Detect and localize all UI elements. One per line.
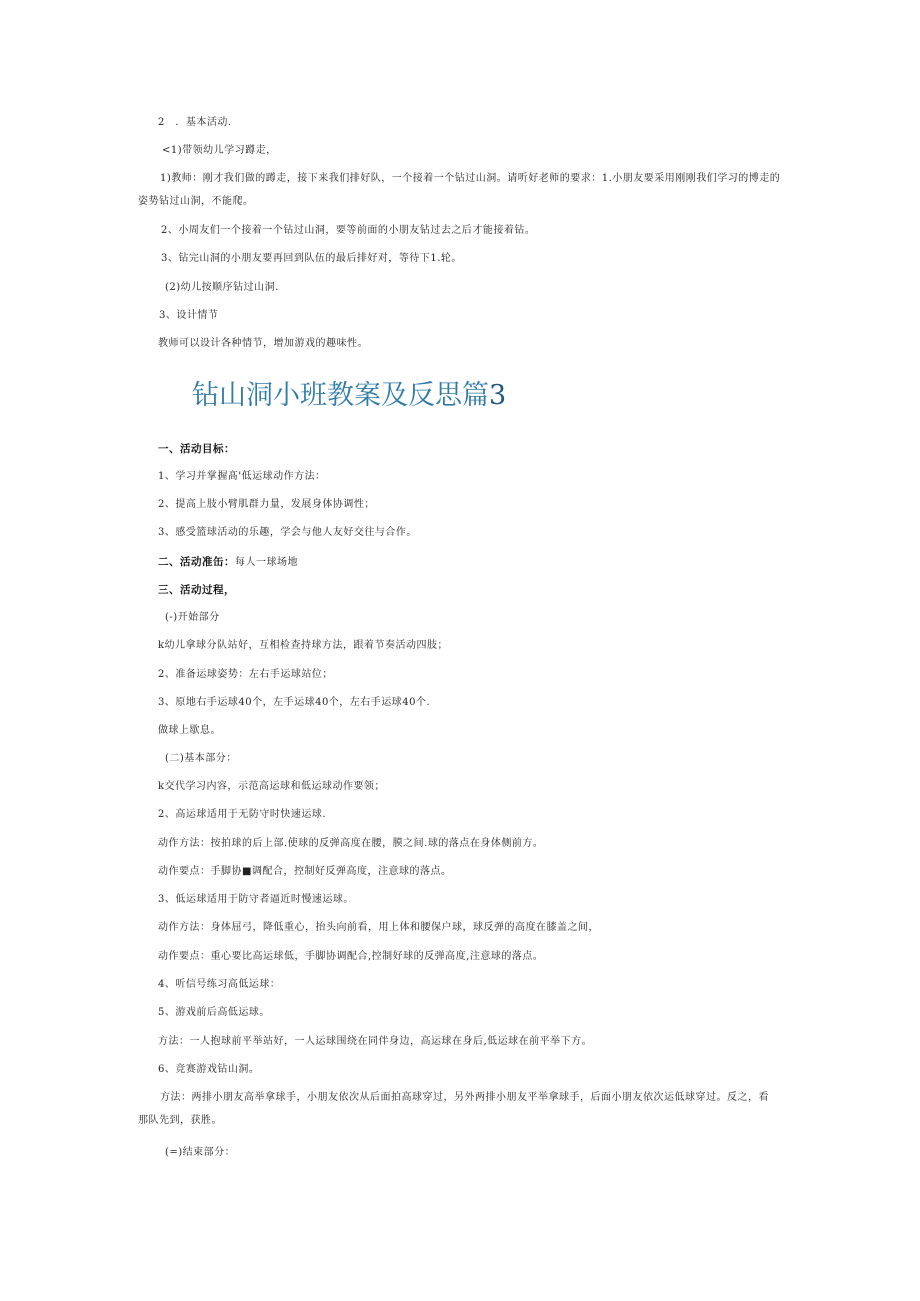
text-line: k交代学习内容，示范高运球和低运球动作要领； <box>158 781 386 792</box>
text-line: (2)幼儿按顺序钻过山洞. <box>165 282 279 293</box>
text-line: 4、听信号练习高低运球： <box>158 979 281 990</box>
text-line: 2 ．基本活动. <box>158 117 232 128</box>
section-heading-process: 三、活动过程， <box>158 584 235 596</box>
text-line: 2、准备运球姿势：左右手运球站位； <box>158 669 333 680</box>
paragraph: 方法：两排小朋友高举拿球手，小朋友依次从后面拍高球穿过，另外两排小朋友平举拿球手，后面小朋友依次运低球穿过。反之，看那队先到，获胜。 <box>138 1092 769 1126</box>
text-line: 3、原地右手运球40个，左手运球40个，左右手运球40个. <box>158 697 431 708</box>
section-heading-goals: 一、活动目标： <box>158 443 235 455</box>
text-line: 动作方法：身体屈弓，降低重心，抬头向前看，用上体和腰保户球，球反弹的高度在膝盖之间， <box>158 922 599 933</box>
title-text: 钻山洞小班教案及反思篇 <box>192 380 489 411</box>
title-number: 3 <box>489 380 507 411</box>
text-line: 做球上歇息。 <box>158 725 221 736</box>
section-heading-prep <box>158 555 298 570</box>
text-line: 动作方法：按拍球的后上部.使球的反弹高度在腰，膜之间.球的落点在身体侧前方。 <box>158 838 544 849</box>
text-line: 2、提高上肢小臂肌群力量，发展身体协调性； <box>158 499 375 510</box>
text-line: 方法：一人抱球前平举站好，一人运球围绕在同伴身边，高运球在身后,低运球在前平举下方。 <box>158 1036 593 1047</box>
text-line: <1)带领幼儿学习蹲走， <box>162 145 277 156</box>
text-line: 动作要点：手脚协■调配合，控制好反弹高度，注意球的落点。 <box>158 866 452 877</box>
text-line: (-)开始部分 <box>165 612 220 623</box>
text-line: (二)基本部分： <box>165 753 237 764</box>
text-line: 教师可以设计各种情节，增加游戏的趣味性。 <box>158 338 368 349</box>
prep-title: 二、活动准缶： <box>158 556 235 568</box>
text-line: k幼儿拿球分队站好，互相检查持球方法，跟着节奏活动四肢； <box>158 640 449 651</box>
text-line: 2、小周友们一个接着一个钻过山洞，要等前面的小朋友钻过去之后才能接着钻。 <box>161 225 536 236</box>
text-line: 3、设计情节 <box>159 310 219 321</box>
text-line: 1、学习并掌握髙'低运球动作方法： <box>158 471 326 482</box>
text-line: (=)结束部分： <box>165 1147 236 1158</box>
text-line: 3、钻完山洞的小朋友要再回到队伍的最后排好对，等待下1.轮。 <box>161 253 462 264</box>
text-line: 5、游戏前后高低运球。 <box>158 1007 270 1018</box>
paragraph: 1)教师：刚才我们做的蹲走，接下来我们排好队，一个接着一个钻过山洞。请听好老师的要求：1.小朋友要采用刚刚我们学习的博走的姿势钻过山洞，不能爬。 <box>138 173 781 207</box>
page-title <box>192 376 506 416</box>
text-line: 3、感受篮球活动的乐趣，学会与他人友好交往与合作。 <box>158 527 417 538</box>
text-line: 动作要点：重心要比高运球低，手脚协调配合,控制好球的反弹高度,注意球的落点。 <box>158 951 544 962</box>
prep-text: 每人一球场地 <box>235 557 298 568</box>
text-line: 2、高运球适用于无防守时快速运球. <box>158 809 327 820</box>
text-line: 6、竞赛游戏钻山洞。 <box>158 1064 260 1075</box>
text-line: 3、低运球适用于防守者逼近时慢速运球。 <box>158 894 354 905</box>
